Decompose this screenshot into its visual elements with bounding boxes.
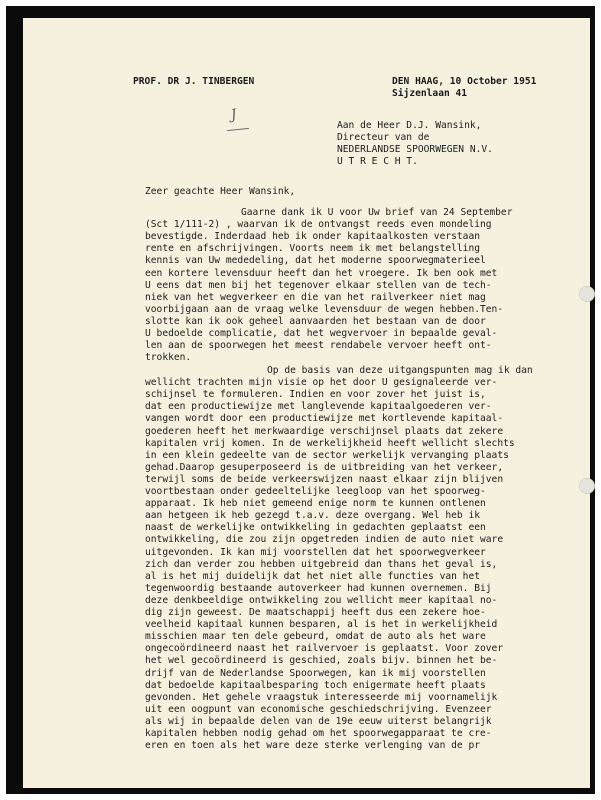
letter-text-line: apparaat. Ik heb niet gemeend enige norm te kunnen ontlenen [145, 498, 486, 510]
letter-text-line: het wel gecoördineerd is geschied, zoals bijv. binnen het be- [145, 655, 498, 667]
letter-text-line: zich dan verder zou hebben uitgebreid dan thans het geval is, [145, 558, 498, 570]
letter-text-line: dat een productiewijze met langlevende kapitaalgoederen ver- [145, 401, 492, 413]
letter-text-line: tegenwoordig bestaande autoverkeer had kunnen overnemen. Bij [145, 582, 492, 594]
letter-text-line: gevonden. Het gehele vraagstuk interesseerde mij voornamelijk [145, 691, 498, 703]
sender-address: Sijzenlaan 41 [392, 88, 468, 99]
letter-text-line: al is het mij duidelijk dat het niet alle functies van het [145, 570, 481, 582]
letter-text-line: goederen heeft het merkwaardige verschijnsel plaats dat zekere [145, 425, 504, 437]
letter-text-line: misschien maar ten dele gebeurd, omdat de auto als het ware [145, 631, 486, 643]
letter-text-line: schijnsel te formuleren. Indien en voor zover het juist is, [145, 389, 486, 401]
place-date: DEN HAAG, 10 October 1951 [392, 76, 537, 87]
recipient-line: Aan de Heer D.J. Wansink, [337, 120, 482, 131]
letter-text-line: dig zijn geweest. De maatschappij heeft dus een zekere hoe- [145, 607, 486, 618]
letter-text-line: wellicht trachten mijn visie op het door U gesignaleerde ver- [145, 377, 498, 389]
letter-text-line: niek van het wegverkeer en die van het railverkeer niet mag [145, 291, 486, 303]
letter-text-line: Op de basis van deze uitgangspunten mag ik dan [267, 365, 533, 376]
letter-text-line: gehad.Daarop gesuperposeerd is de uitbreiding van het verkeer, [145, 461, 504, 473]
letter-text-line: in een klein gedeelte van de sector werkelijk vervanging plaats [145, 449, 509, 461]
letter-text-line: deze denkbeeldige ontwikkeling zou wellicht meer kapitaal no- [145, 594, 498, 606]
punch-hole [579, 478, 595, 494]
letter-text-line: uitgevonden. Ik kan mij voorstellen dat het spoorwegverkeer [145, 546, 486, 558]
letter-text-line: drijf van de Nederlandse Spoorwegen, kan ik mij voorstellen [145, 667, 486, 679]
letter-text-line: uit een oogpunt van economische geschiedschrijving. Evenzeer [145, 703, 492, 715]
recipient-line: NEDERLANDSE SPOORWEGEN N.V. [337, 144, 493, 155]
letter-text-line: voortbestaan onder gedeeltelijke leegloop van het spoorweg- [145, 486, 486, 497]
letter-text-line: kapitalen hebben nodig gehad om het spoorwegapparaat te cre- [145, 728, 492, 739]
salutation: Zeer geachte Heer Wansink, [145, 186, 296, 197]
letter-text-line: als wij in bepaalde delen van de 19e eeuw uiterst belangrijk [145, 715, 492, 727]
scan-frame [6, 6, 595, 794]
letter-text-line: eren en toen als het ware deze sterke verlenging van de pr [145, 740, 481, 752]
recipient-line: U T R E C H T. [337, 156, 418, 167]
letter-text-line: vangen wordt door een productiewijze met kortlevende kapitaal- [145, 413, 504, 425]
letter-text-line: kennis van Uw mededeling, dat het moderne spoorwegmaterieel [145, 255, 486, 267]
letter-text-line: ongecoördineerd naast het railvervoer is geplaatst. Voor zover [145, 643, 504, 655]
letter-text-line: voorbijgaan aan de vraag welke levensduur de wegen hebben.Ten- [145, 303, 504, 315]
letter-text-line: een kortere levensduur heeft dan het vroegere. Ik ben ook met [145, 267, 498, 279]
letter-text-line: veelheid kapitaal kunnen besparen, al is het in werkelijkheid [145, 619, 498, 631]
recipient-line: Directeur van de [337, 132, 430, 143]
letter-text-line: terwijl soms de beide verkeerswijzen naast elkaar zijn blijven [145, 473, 504, 485]
letter-text-line: ontwikkeling, die zou zijn opgetreden indien de auto niet ware [145, 534, 504, 546]
letter-text-line: kapitalen vrij komen. In de werkelijkheid heeft wellicht slechts [145, 437, 515, 449]
letter-text-line: U bedoelde complicatie, dat het wegvervoer in bepaalde geval- [145, 328, 498, 339]
letter-text-line: dat bedoelde kapitaalbesparing toch enigermate heeft plaats [145, 679, 486, 691]
letter-text-line: trokken. [145, 352, 192, 364]
letter-page [23, 18, 590, 788]
handwritten-initials: J [229, 106, 238, 124]
letter-text-line: aan hetgeen ik heb gezegd t.a.v. deze overgang. Wel heb ik [145, 510, 481, 522]
letter-text-line: slotte kan ik ook geheel aanvaarden het bestaan van de door [145, 315, 486, 327]
sender-name: PROF. DR J. TINBERGEN [133, 76, 255, 87]
letter-text-line: bevestigde. Inderdaad heb ik onder kapitaalkosten verstaan [145, 231, 481, 243]
letter-text-line: Gaarne dank ik U voor Uw brief van 24 September [241, 207, 513, 218]
letter-text-line: U eens dat men bij het tegenover elkaar stellen van de tech- [145, 279, 492, 291]
letter-text-line: (Sct 1/111-2) , waarvan ik de ontvangst reeds even mondeling [145, 219, 492, 231]
letter-text-line: rente en afschrijvingen. Voorts neem ik met belangstelling [145, 243, 481, 255]
letter-text-line: len aan de spoorwegen het meest rendabele vervoer heeft ont- [145, 340, 492, 352]
punch-hole [579, 286, 595, 302]
letter-text-line: naast de werkelijke ontwikkeling in gedachten geplaatst een [145, 522, 486, 534]
initials-underline [227, 128, 249, 131]
